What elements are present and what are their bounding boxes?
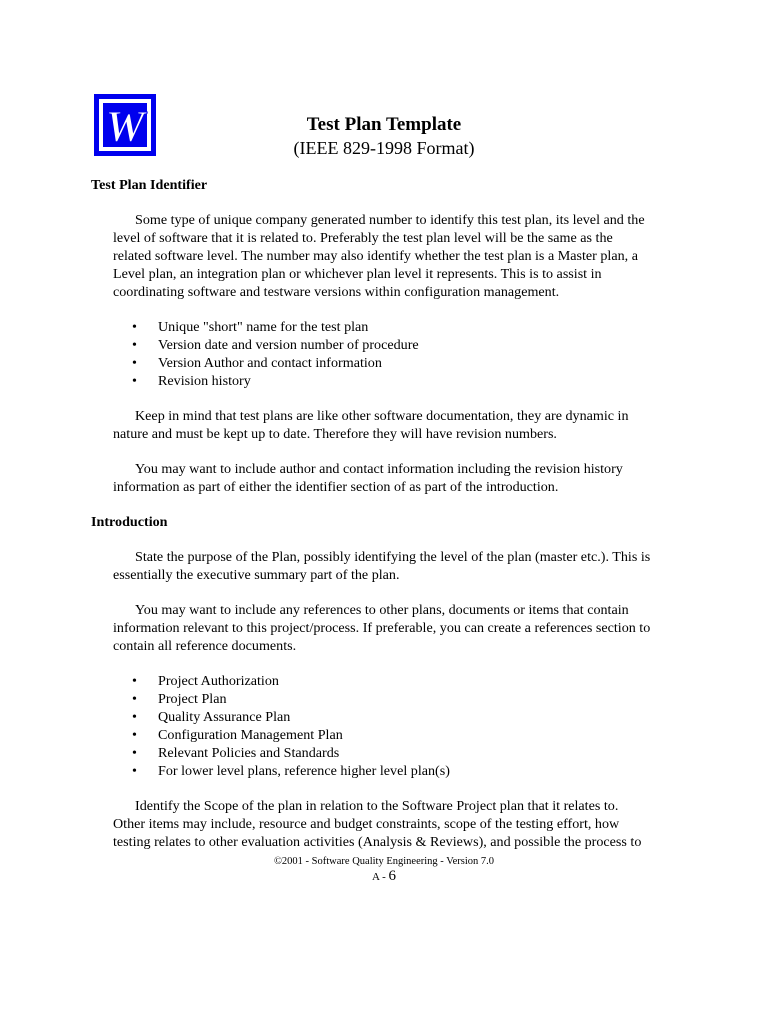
list-item: • Relevant Policies and Standards (113, 744, 651, 762)
document-body (91, 176, 651, 868)
list-item: • Version date and version number of procedure (113, 336, 651, 354)
paragraph: You may want to include author and contact information including the revision history information as part of either the identifier section of as part of the introduction. (113, 461, 623, 495)
list-item: • Version Author and contact information (113, 354, 651, 372)
bullet-list-identifier (113, 318, 651, 390)
page-number-prefix: A - (372, 871, 389, 883)
list-item: • Unique "short" name for the test plan (113, 318, 651, 336)
paragraph: Some type of unique company generated number to identify this test plan, its level and the level of software that it is related to. Preferably the test plan level will be the same as the related software level. The number may also identify whether the test plan is a Master plan, a Level plan, an integration plan or whichever plan level it represents. This is to assist in coordinating software and testware versions within configuration management. (113, 212, 645, 300)
page-number-value: 6 (388, 868, 396, 884)
list-item: • For lower level plans, reference higher level plan(s) (113, 762, 651, 780)
list-item: • Project Authorization (113, 672, 651, 690)
page-number (0, 868, 768, 885)
section-heading-introduction: Introduction (91, 514, 168, 530)
list-item: • Revision history (113, 372, 651, 390)
bullet-list-introduction (113, 672, 651, 780)
list-item: • Quality Assurance Plan (113, 708, 651, 726)
paragraph: Identify the Scope of the plan in relation to the Software Project plan that it relates to. Other items may include, resource and budget constraints, scope of the testing effort, how testing relates to other evaluation activities (Analysis & Reviews), and possible the process to (113, 798, 642, 850)
section-heading-identifier: Test Plan Identifier (91, 177, 208, 193)
logo-letter: W (105, 102, 145, 151)
document-title: Test Plan Template (306, 114, 462, 135)
list-item: • Configuration Management Plan (113, 726, 651, 744)
document-subtitle: (IEEE 829-1998 Format) (293, 138, 475, 158)
list-item: • Project Plan (113, 690, 651, 708)
footer-copyright: ©2001 - Software Quality Engineering - Version 7.0 (273, 856, 495, 867)
paragraph: State the purpose of the Plan, possibly identifying the level of the plan (master etc.). This is essentially the executive summary part of the plan. (113, 549, 651, 583)
paragraph: Keep in mind that test plans are like other software documentation, they are dynamic in nature and must be kept up to date. Therefore they will have revision numbers. (113, 408, 629, 442)
paragraph: You may want to include any references to other plans, documents or items that contain information relevant to this project/process. If preferable, you can create a references section to contain all reference documents. (113, 602, 651, 654)
